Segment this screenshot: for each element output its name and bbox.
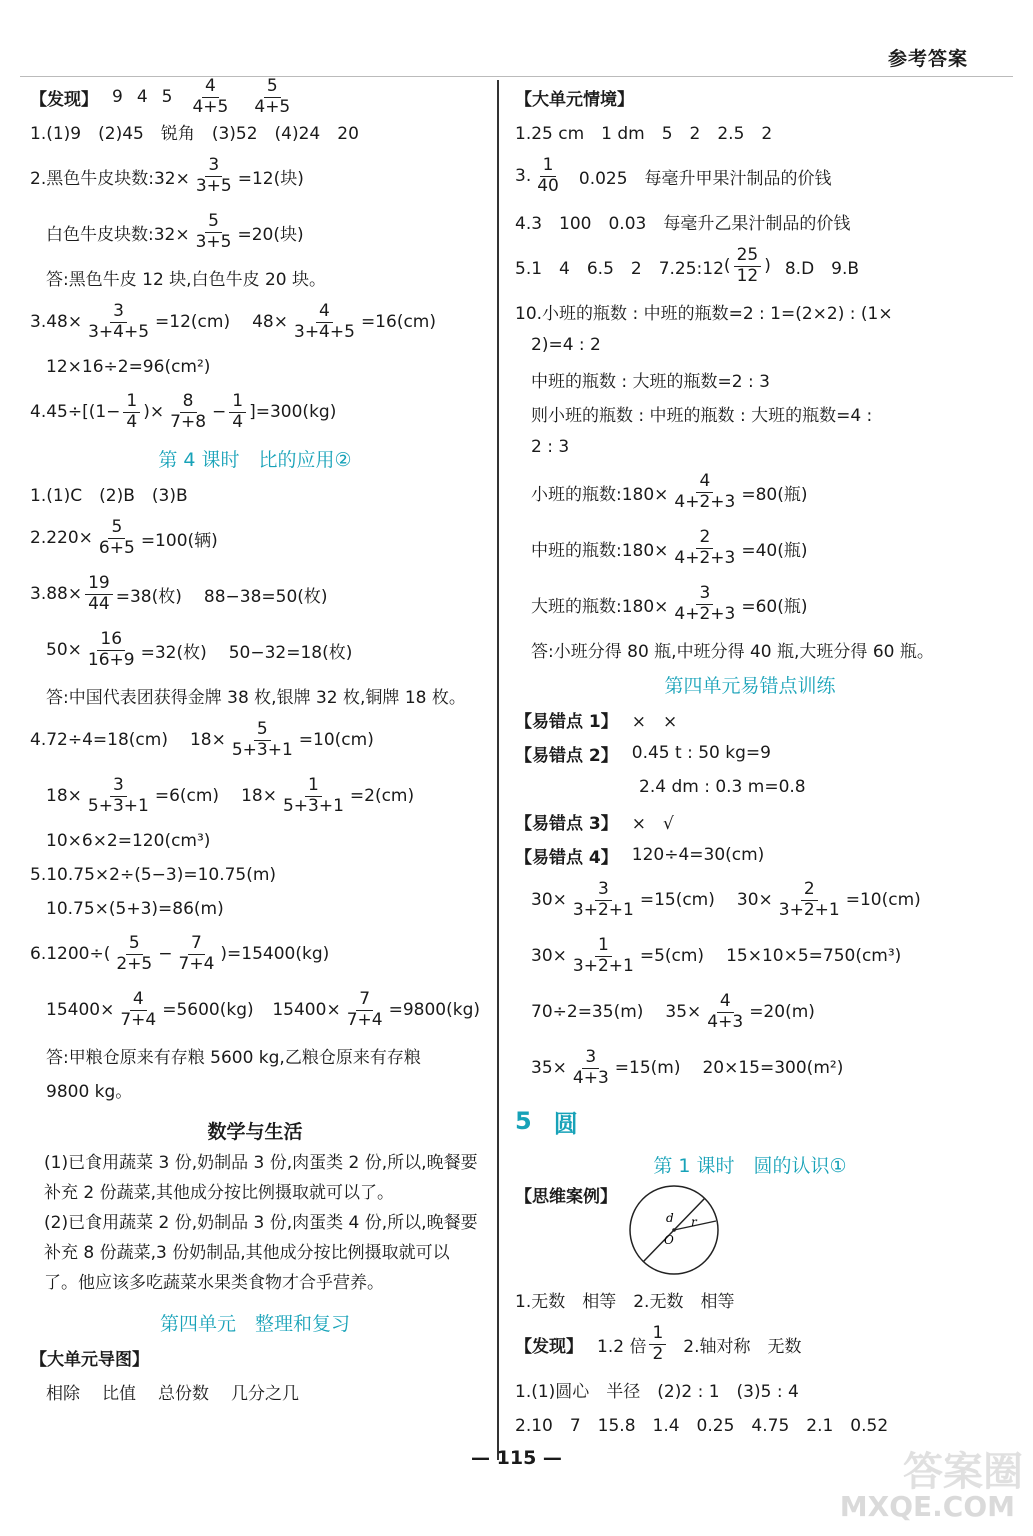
- answer-line: 4.45÷[(1− $\frac{1}{4}$ )× $\frac{8}{7+8}$ − $\frac{1}{4}$ ]=300(kg): [30, 390, 337, 432]
- answer-line: 2.4 dm : 0.3 m=0.8: [639, 777, 806, 797]
- error-point-line: 【易错点 1】 × ×: [515, 711, 678, 732]
- right-column: [515, 80, 985, 1440]
- fraction: $\frac{4}{7+4}$: [120, 988, 157, 1030]
- answer-line: 2 : 3: [531, 437, 570, 457]
- header-rule: [20, 76, 1013, 77]
- tag-label: 【大单元情境】: [515, 89, 634, 110]
- answer-line: 18× $\frac{3}{5+3+1}$ =6(cm) 18× $\frac{1}{5+3+1}$ =2(cm): [46, 774, 415, 816]
- answer-line: 大班的瓶数:180× $\frac{3}{4+2+3}$ =60(瓶): [531, 582, 808, 624]
- tag-label: 【大单元导图】: [30, 1349, 149, 1370]
- section-title: 数学与生活: [207, 1120, 303, 1143]
- fraction: $\frac{2}{4+2+3}$: [674, 526, 736, 568]
- column-divider: [497, 80, 499, 1460]
- answer-line: 70÷2=35(m) 35× $\frac{4}{4+3}$ =20(m): [531, 990, 815, 1032]
- error-point-line: 【易错点 2】 0.45 t : 50 kg=9: [515, 743, 771, 766]
- diameter-label: d: [666, 1211, 674, 1225]
- fraction: $\frac{7}{7+4}$: [346, 988, 383, 1030]
- section-title: 第 1 课时 圆的认识①: [653, 1154, 847, 1177]
- answer-line: 50× $\frac{16}{16+9}$ =32(枚) 50−32=18(枚): [46, 628, 353, 670]
- answer-line: 中班的瓶数 : 大班的瓶数=2 : 3: [531, 371, 770, 392]
- tag-label: 【思维案例】: [515, 1187, 617, 1207]
- answer-line: 10.75×(5+3)=86(m): [46, 899, 224, 919]
- section-title: 第 4 课时 比的应用②: [158, 448, 352, 471]
- fraction: $\frac{5}{2+5}$: [116, 932, 153, 974]
- page-header-title: 参考答案: [887, 48, 968, 70]
- answer-text: 答:黑色牛皮 12 块,白色牛皮 20 块。: [46, 269, 327, 290]
- answer-text: 答:中国代表团获得金牌 38 枚,银牌 32 枚,铜牌 18 枚。: [46, 687, 466, 708]
- fraction: $\frac{4}{4+2+3}$: [674, 470, 736, 512]
- answer-line: 3. $\frac{1}{40}$ 0.025 每毫升甲果汁制品的价钱: [515, 154, 832, 196]
- fraction: $\frac{7}{7+4}$: [178, 932, 215, 974]
- fraction: $\frac{2}{3+2+1}$: [778, 878, 840, 920]
- answer-line: 4.72÷4=18(cm) 18× $\frac{5}{5+3+1}$ =10(cm): [30, 718, 374, 760]
- left-column: [30, 75, 480, 1408]
- answer-line: 15400× $\frac{4}{7+4}$ =5600(kg) 15400× $\frac{7}{7+4}$ =9800(kg): [46, 988, 480, 1030]
- fraction: $\frac{1}{4}$: [229, 392, 246, 432]
- fraction: $\frac{3}{5+3+1}$: [87, 774, 149, 816]
- answer-line: 30× $\frac{3}{3+2+1}$ =15(cm) 30× $\frac{2}{3+2+1}$ =10(cm): [531, 878, 921, 920]
- fraction: $\frac{1}{3+2+1}$: [572, 934, 634, 976]
- chapter-heading: 5 圆: [515, 1107, 578, 1138]
- paragraph: (2)已食用蔬菜 2 份,奶制品 3 份,肉蛋类 4 份,所以,晚餐要补充 8 份蔬菜,3 份奶制品,其他成分按比例摄取就可以了。他应该多吃蔬菜水果类食物才合乎营养。: [44, 1213, 478, 1293]
- answer-line: 30× $\frac{1}{3+2+1}$ =5(cm) 15×10×5=750(cm³): [531, 934, 902, 976]
- answer-line: 5.1 4 6.5 2 7.25:12 ( $\frac{25}{12}$ ) 8.D 9.B: [515, 244, 860, 286]
- answer-line: 4.3 100 0.03 每毫升乙果汁制品的价钱: [515, 213, 851, 234]
- answer-line: 35× $\frac{3}{4+3}$ =15(m) 20×15=300(m²): [531, 1046, 844, 1088]
- fraction: $\frac{5}{3+5}$: [195, 210, 232, 252]
- answer-line: 5.10.75×2÷(5−3)=10.75(m): [30, 865, 277, 885]
- answer-line: 白色牛皮块数:32× $\frac{5}{3+5}$ =20(块): [46, 210, 304, 252]
- watermark-logo: 答案圈: [903, 1449, 1023, 1495]
- fraction: $\frac{3}{3+5}$: [195, 154, 232, 196]
- fraction: $\frac{8}{7+8}$: [170, 390, 207, 432]
- fraction: $\frac{1}{2}$: [649, 1324, 666, 1364]
- answer-line: 1.无数 相等 2.无数 相等: [515, 1291, 735, 1312]
- fraction: $\frac{3}{3+2+1}$: [572, 878, 634, 920]
- section-title: 第四单元易错点训练: [664, 674, 836, 697]
- fraction: $\frac{5}{4+5}$: [254, 75, 291, 117]
- answer-line: 小班的瓶数:180× $\frac{4}{4+2+3}$ =80(瓶): [531, 470, 808, 512]
- answer-line: 2.220× $\frac{5}{6+5}$ =100(辆): [30, 516, 218, 558]
- error-point-line: 【易错点 4】 120÷4=30(cm): [515, 845, 765, 868]
- paragraph: (1)已食用蔬菜 3 份,奶制品 3 份,肉蛋类 2 份,所以,晚餐要补充 2 份蔬菜,其他成分按比例摄取就可以了。: [44, 1153, 478, 1203]
- answer-line: 2)=4 : 2: [531, 335, 601, 355]
- answer-line: 中班的瓶数:180× $\frac{2}{4+2+3}$ =40(瓶): [531, 526, 808, 568]
- fraction: $\frac{19}{44}$: [85, 574, 113, 614]
- fraction: $\frac{3}{3+4+5}$: [88, 300, 150, 342]
- fraction: $\frac{1}{4}$: [123, 392, 140, 432]
- answer-line: 相除 比值 总份数 几分之几: [46, 1383, 299, 1404]
- fraction: $\frac{3}{4+3}$: [572, 1046, 609, 1088]
- answer-line: 1.(1)圆心 半径 (2)2 : 1 (3)5 : 4: [515, 1381, 799, 1402]
- answer-line: 则小班的瓶数 : 中班的瓶数 : 大班的瓶数=4 :: [531, 405, 873, 426]
- fraction: $\frac{25}{12}$: [734, 246, 762, 286]
- answer-line: 3.48× $\frac{3}{3+4+5}$ =12(cm) 48× $\frac{4}{3+4+5}$ =16(cm): [30, 300, 436, 342]
- fraction: $\frac{4}{4+5}$: [192, 75, 229, 117]
- answer-text: 9800 kg。: [46, 1081, 133, 1102]
- answer-line: 1.(1)9 (2)45 锐角 (3)52 (4)24 20: [30, 123, 359, 144]
- fraction: $\frac{16}{16+9}$: [87, 628, 135, 670]
- fraction: $\frac{5}{6+5}$: [98, 516, 135, 558]
- answer-line: 12×16÷2=96(cm²): [46, 357, 211, 377]
- watermark-url: MXQE.COM: [839, 1490, 1015, 1523]
- answer-line: 10.小班的瓶数 : 中班的瓶数=2 : 1=(2×2) : (1×: [515, 303, 893, 324]
- answer-line: 3.88× $\frac{19}{44}$ =38(枚) 88−38=50(枚): [30, 572, 328, 614]
- answer-line: 2.黑色牛皮块数:32× $\frac{3}{3+5}$ =12(块): [30, 154, 304, 196]
- answer-line: 1.25 cm 1 dm 5 2 2.5 2: [515, 123, 773, 144]
- fraction: $\frac{3}{4+2+3}$: [674, 582, 736, 624]
- answer-text: 答:小班分得 80 瓶,中班分得 40 瓶,大班分得 60 瓶。: [531, 641, 934, 662]
- thinking-case: [515, 1182, 985, 1282]
- fraction: $\frac{4}{3+4+5}$: [294, 300, 355, 342]
- page-number: — 115 —: [471, 1447, 562, 1469]
- answer-line: 10×6×2=120(cm³): [46, 831, 211, 851]
- fraction: $\frac{1}{40}$: [537, 154, 559, 196]
- answer-line: 6.1200÷( $\frac{5}{2+5}$ − $\frac{7}{7+4}$ )=15400(kg): [30, 932, 330, 974]
- fraction: $\frac{5}{5+3+1}$: [231, 718, 293, 760]
- error-point-line: 【易错点 3】 × √: [515, 813, 674, 834]
- radius-label: r: [691, 1215, 697, 1229]
- answer-text: 答:甲粮仓原来有存粮 5600 kg,乙粮仓原来有存粮: [46, 1047, 421, 1068]
- answer-line: 1.(1)C (2)B (3)B: [30, 485, 188, 506]
- center-label: O: [664, 1233, 674, 1247]
- answer-line: 【发现】 1.2 倍 $\frac{1}{2}$ 2.轴对称 无数: [515, 1322, 802, 1364]
- section-title: 第四单元 整理和复习: [159, 1312, 350, 1335]
- fraction: $\frac{1}{5+3+1}$: [282, 774, 344, 816]
- answer-line: 2.10 7 15.8 1.4 0.25 4.75 2.1 0.52: [515, 1415, 889, 1436]
- fraction: $\frac{4}{4+3}$: [707, 990, 744, 1032]
- circle-diagram: [619, 1182, 729, 1278]
- faxian-line: 【发现】 9 4 5 $\frac{4}{4+5}$ $\frac{5}{4+5}$: [30, 80, 480, 114]
